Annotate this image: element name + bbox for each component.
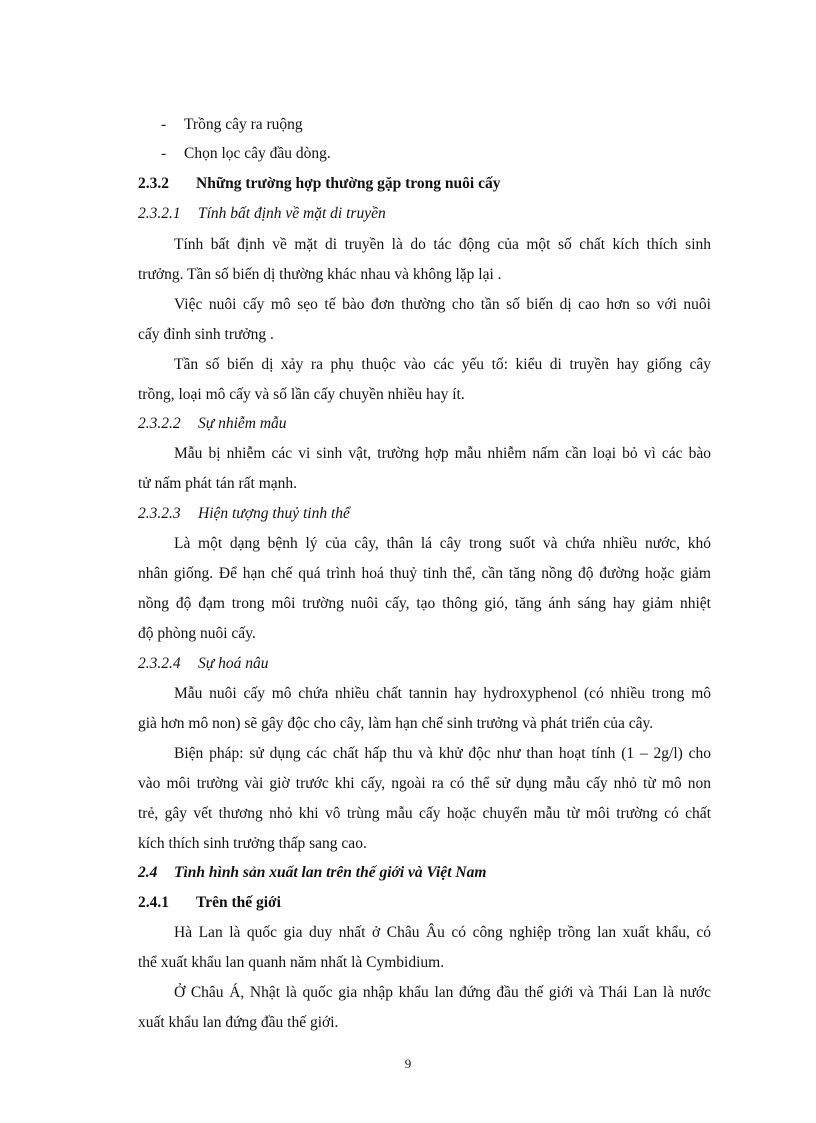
subsection-number: 2.3.2.1	[138, 205, 181, 222]
paragraph-line: Việc nuôi cấy mô sẹo tế bào đơn thường cho tần số biến dị cao hơn so với nuôi	[174, 296, 711, 313]
bullet-dash: -	[161, 145, 167, 162]
subsection-number: 2.3.2.2	[138, 415, 181, 432]
section-heading	[138, 893, 281, 913]
paragraph-line: xuất khẩu lan đứng đầu thế giới.	[138, 1014, 339, 1031]
bullet-item: Trồng cây ra ruộng	[184, 116, 303, 133]
paragraph-line: nồng độ đạm trong môi trường nuôi cấy, tạo thông gió, tăng ánh sáng hay giảm nhiệt	[138, 595, 711, 612]
paragraph-line: kích thích sinh trưởng thấp sang cao.	[138, 835, 367, 852]
paragraph-line: thể xuất khẩu lan quanh năm nhất là Cymbidium.	[138, 954, 445, 971]
paragraph-line: Tính bất định về mặt di truyền là do tác động của một số chất kích thích sinh	[174, 236, 711, 253]
bullet-item: Chọn lọc cây đầu dòng.	[184, 145, 331, 162]
paragraph-line: Tần số biến dị xảy ra phụ thuộc vào các yếu tố: kiểu di truyền hay giống cây	[174, 356, 711, 373]
subsection-number: 2.3.2.4	[138, 655, 181, 672]
subsection-heading	[138, 414, 287, 434]
subsection-heading	[138, 504, 350, 524]
page-number: 9	[404, 1056, 412, 1071]
paragraph-line: Là một dạng bệnh lý của cây, thân lá cây trong suốt và chứa nhiều nước, khó	[174, 535, 711, 552]
section-title: Tình hình sản xuất lan trên thế giới và Việt Nam	[174, 864, 487, 881]
section-heading	[138, 863, 486, 883]
subsection-title: Sự hoá nâu	[198, 655, 269, 672]
paragraph-line: Ở Châu Á, Nhật là quốc gia nhập khẩu lan đứng đầu thế giới và Thái Lan là nước	[174, 984, 711, 1001]
subsection-title: Tính bất định về mặt di truyền	[198, 205, 386, 222]
section-number: 2.4.1	[138, 894, 169, 911]
paragraph-line: độ phòng nuôi cấy.	[138, 625, 256, 642]
section-title: Những trường hợp thường gặp trong nuôi cấy	[196, 175, 501, 192]
subsection-number: 2.3.2.3	[138, 505, 181, 522]
subsection-title: Hiện tượng thuỷ tinh thể	[198, 505, 350, 522]
section-number: 2.3.2	[138, 175, 169, 192]
paragraph-line: trưởng. Tần số biến dị thường khác nhau và không lặp lại .	[138, 266, 502, 283]
paragraph-line: Hà Lan là quốc gia duy nhất ở Châu Âu có công nghiệp trồng lan xuất khẩu, có	[174, 924, 711, 941]
paragraph-line: già hơn mô non) sẽ gây độc cho cây, làm hạn chế sinh trưởng và phát triển của cây.	[138, 715, 654, 732]
paragraph-line: Mẫu bị nhiễm các vi sinh vật, trường hợp mẫu nhiễm nấm cần loại bỏ vì các bào	[174, 445, 711, 462]
bullet-dash: -	[161, 116, 167, 133]
subsection-heading	[138, 654, 268, 674]
paragraph-line: cấy đỉnh sinh trưởng .	[138, 326, 274, 343]
subsection-heading	[138, 204, 386, 224]
paragraph-line: tử nấm phát tán rất mạnh.	[138, 475, 298, 492]
section-title: Trên thế giới	[196, 894, 281, 911]
subsection-title: Sự nhiễm mẫu	[198, 415, 287, 432]
section-number: 2.4	[138, 864, 158, 881]
paragraph-line: Biện pháp: sử dụng các chất hấp thu và khử độc như than hoạt tính (1 – 2g/l) cho	[174, 745, 711, 762]
paragraph-line: trẻ, gây vết thương nhỏ khi vô trùng mẫu cấy hoặc chuyển mẫu từ môi trường có chất	[138, 805, 711, 822]
paragraph-line: vào môi trường vài giờ trước khi cấy, ngoài ra có thể sử dụng mẫu cấy nhỏ từ mô non	[138, 775, 711, 792]
paragraph-line: trồng, loại mô cấy và số lần cấy chuyền nhiều hay ít.	[138, 386, 465, 403]
section-heading	[138, 174, 500, 194]
paragraph-line: Mẫu nuôi cấy mô chứa nhiều chất tannin hay hydroxyphenol (có nhiều trong mô	[174, 685, 711, 702]
paragraph-line: nhân giống. Để hạn chế quá trình hoá thuỷ tinh thể, cần tăng nồng độ đường hoặc giảm	[138, 565, 711, 582]
